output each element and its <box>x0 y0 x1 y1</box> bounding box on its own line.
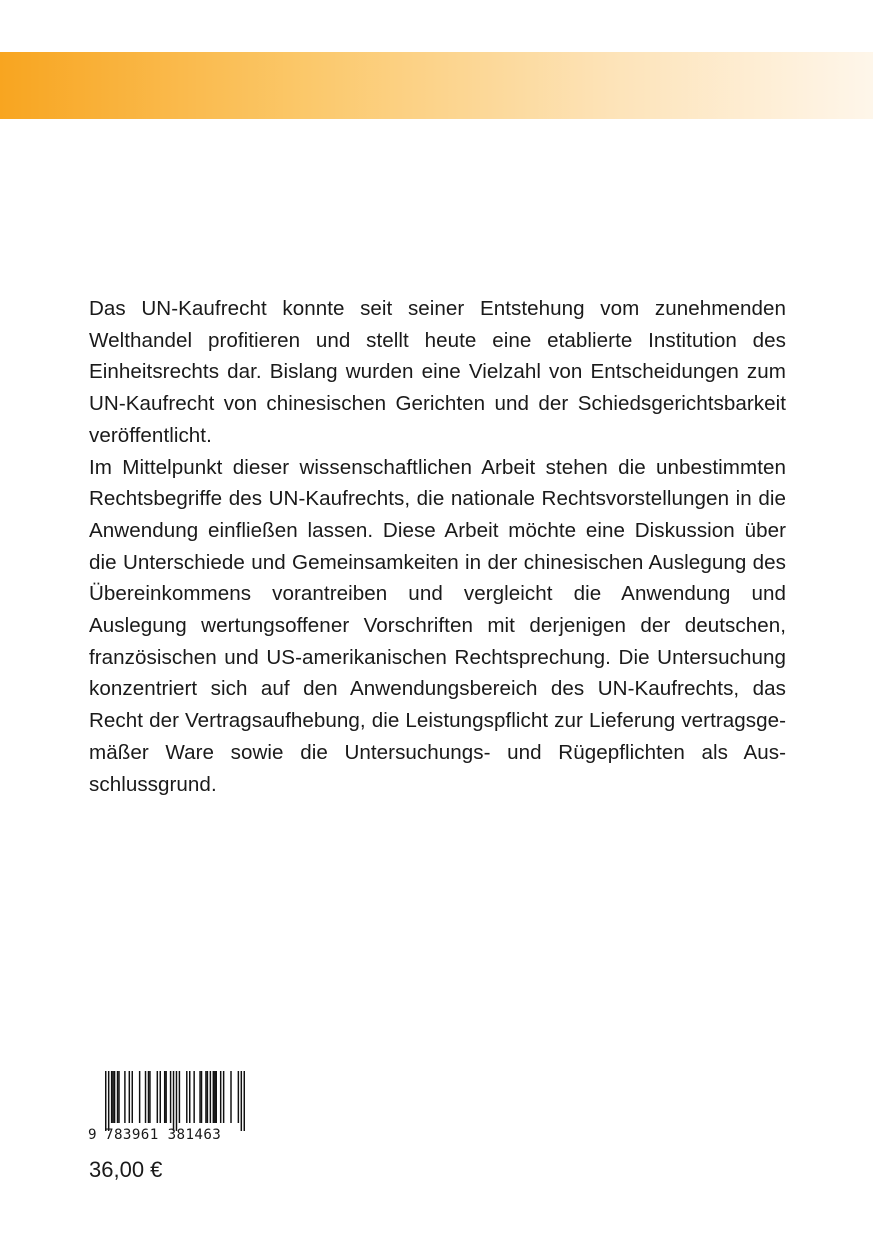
barcode-bar <box>105 1071 106 1131</box>
barcode-bar <box>216 1071 217 1123</box>
barcode-bar <box>186 1071 187 1123</box>
barcode-bar <box>201 1071 202 1123</box>
barcode-bar <box>160 1071 161 1123</box>
barcode-bar <box>157 1071 158 1123</box>
barcode-bar <box>149 1071 150 1123</box>
top-color-band <box>0 52 873 119</box>
barcode-bars <box>105 1071 245 1131</box>
isbn-remaining-digits: 783961 381463 <box>105 1127 222 1143</box>
barcode-bar <box>193 1071 194 1123</box>
isbn-digits <box>88 1127 253 1143</box>
barcode-bar <box>213 1071 214 1123</box>
barcode-bar <box>112 1071 113 1123</box>
barcode-bar <box>170 1071 171 1123</box>
barcode-bar <box>108 1071 109 1131</box>
barcode-bar <box>148 1071 149 1123</box>
barcode-bar <box>111 1071 112 1123</box>
price-label: 36,00 € <box>89 1157 163 1182</box>
barcode-bar <box>132 1071 133 1123</box>
barcode-bar <box>199 1071 200 1123</box>
barcode-bar <box>165 1071 166 1123</box>
barcode-bar <box>145 1071 146 1123</box>
isbn-barcode <box>88 1071 253 1147</box>
barcode-bar <box>173 1071 174 1131</box>
description-paragraph-2: Im Mittelpunkt dieser wissenschaftlichen Arbeit stehen die unbestimmten Rechtsbegriffe des UN-Kaufrechts, die nationale Rechtsvorstellungen in die Anwendung einfließen lassen. Diese Arbeit möchte eine Diskussion über die Unterschiede und Gemeinsamkeiten in der chinesischen Auslegung des Übereinkommens vorantreiben und vergleicht die Anwendung und Auslegung wertungsoffener Vorschriften mit derjenigen der deutschen, französischen und US-amerikanischen Rechtsprechung. Die Untersuchung konzentriert sich auf den Anwendungsbereich des UN-Kaufrechts, das Recht der Vertragsaufhebung, die Leistungspflicht zur Lieferung vertragsgemäßer Ware sowie die Untersuchungs- und Rügepflichten als Ausschlussgrund. <box>89 455 786 796</box>
barcode-bar <box>223 1071 224 1123</box>
barcode-bar <box>220 1071 221 1123</box>
description-paragraph-1: Das UN-Kaufrecht konnte seit seiner Entstehung vom zunehmenden Welthandel profitieren und stellt heute eine etablierte Institution des Einheitsrechts dar. Bislang wurden eine Vielzahl von Entscheidungen zum UN-Kaufrecht von chinesischen Gerichten und der Schiedsgerichtsbarkeit veröffentlicht. <box>89 297 786 447</box>
barcode-bar <box>118 1071 119 1123</box>
barcode-bar <box>164 1071 165 1123</box>
barcode-bar <box>189 1071 190 1123</box>
barcode-bar <box>210 1071 211 1123</box>
isbn-first-digit: 9 <box>88 1127 97 1143</box>
barcode-bar <box>238 1071 239 1123</box>
barcode-bar <box>179 1071 180 1123</box>
barcode-bar <box>117 1071 118 1123</box>
barcode-bar <box>244 1071 245 1131</box>
barcode-bar <box>230 1071 231 1123</box>
barcode-bar <box>207 1071 208 1123</box>
barcode-bar <box>139 1071 140 1123</box>
barcode-bar <box>124 1071 125 1123</box>
barcode-bar <box>176 1071 177 1131</box>
barcode-bar <box>214 1071 215 1123</box>
barcode-bar <box>129 1071 130 1123</box>
barcode-bar <box>114 1071 115 1123</box>
barcode-bar <box>205 1071 206 1123</box>
barcode-bar <box>241 1071 242 1131</box>
back-cover-description <box>89 293 786 800</box>
